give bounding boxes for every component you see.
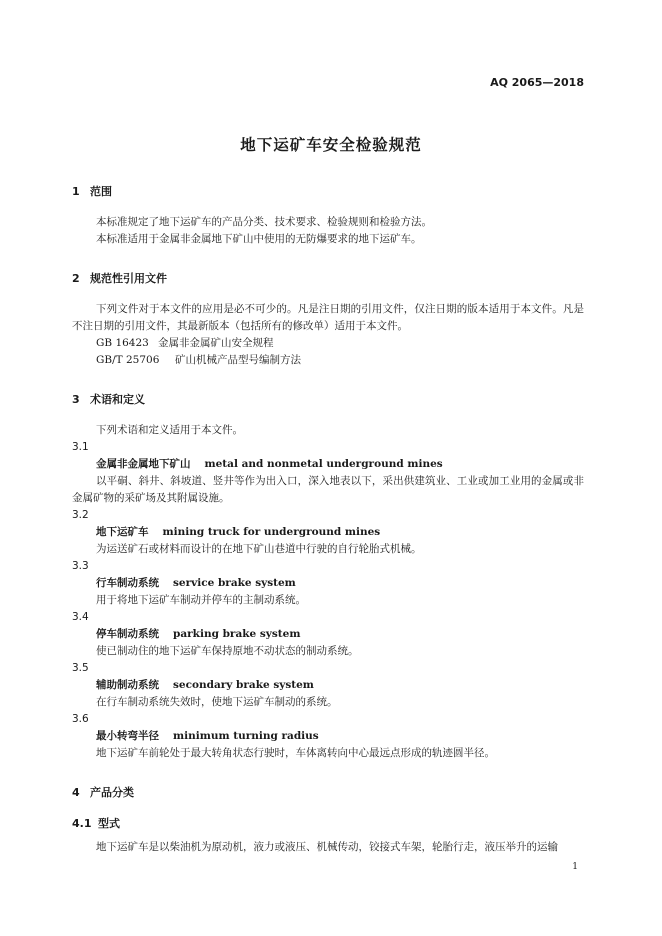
paragraph: 本标准适用于金属非金属地下矿山中使用的无防爆要求的地下运矿车。 (96, 233, 422, 245)
document-title: 地下运矿车安全检验规范 (240, 136, 422, 154)
section-number: 2 (72, 272, 80, 285)
term-en: secondary brake system (173, 679, 314, 691)
paragraph: 地下运矿车是以柴油机为原动机，液力或液压、机械传动，铰接式车架，轮胎行走，液压举升的运输 (96, 841, 558, 853)
reference-title: 矿山机械产品型号编制方法 (175, 354, 301, 366)
term-zh: 停车制动系统 (96, 628, 159, 640)
reference-code: GB/T 25706 (96, 354, 160, 366)
term-zh: 地下运矿车 (96, 526, 149, 538)
term-heading (72, 456, 584, 473)
subsection-title: 型式 (98, 817, 120, 830)
subsection-number: 4.1 (72, 817, 92, 830)
term-zh: 金属非金属地下矿山 (96, 458, 191, 470)
paragraph: 下列术语和定义适用于本文件。 (96, 424, 243, 436)
term-en: service brake system (173, 577, 296, 589)
term-number: 3.6 (72, 713, 89, 725)
section-title: 术语和定义 (90, 393, 145, 406)
term-zh: 辅助制动系统 (96, 679, 159, 691)
term-definition: 地下运矿车前轮处于最大转角状态行驶时，车体离转向中心最远点形成的轨迹圆半径。 (96, 747, 495, 759)
section-number: 4 (72, 786, 80, 799)
term-zh: 最小转弯半径 (96, 730, 159, 742)
paragraph: 本标准规定了地下运矿车的产品分类、技术要求、检验规则和检验方法。 (96, 216, 432, 228)
term-definition: 以平硐、斜井、斜坡道、竖井等作为出入口，深入地表以下，采出供建筑业、工业或加工业用的金属或非金属矿物的采矿场及其附属设施。 (72, 475, 584, 504)
term-number: 3.5 (72, 662, 89, 674)
section-title: 规范性引用文件 (90, 272, 167, 285)
term-en: metal and nonmetal underground mines (204, 458, 443, 470)
term-number: 3.2 (72, 509, 89, 521)
term-number: 3.1 (72, 441, 89, 453)
term-heading (72, 575, 584, 592)
page-number: 1 (572, 862, 578, 872)
term-definition: 在行车制动系统失效时，使地下运矿车制动的系统。 (96, 696, 338, 708)
section-number: 3 (72, 393, 80, 406)
standard-number: AQ 2065—2018 (490, 76, 584, 89)
term-number: 3.3 (72, 560, 89, 572)
term-number: 3.4 (72, 611, 89, 623)
term-definition: 用于将地下运矿车制动并停车的主制动系统。 (96, 594, 306, 606)
term-en: parking brake system (173, 628, 301, 640)
term-definition: 为运送矿石或材料而设计的在地下矿山巷道中行驶的自行轮胎式机械。 (96, 543, 422, 555)
reference-title: 金属非金属矿山安全规程 (158, 337, 274, 349)
normative-reference (72, 352, 584, 369)
term-heading (72, 524, 584, 541)
term-en: mining truck for underground mines (162, 526, 381, 538)
document-body (72, 183, 584, 856)
term-definition: 使已制动住的地下运矿车保持原地不动状态的制动系统。 (96, 645, 359, 657)
term-en: minimum turning radius (173, 730, 319, 742)
section-heading-2 (72, 270, 584, 288)
reference-code: GB 16423 (96, 337, 149, 349)
subsection-heading-4-1 (72, 815, 584, 833)
section-number: 1 (72, 185, 80, 198)
normative-reference (72, 335, 584, 352)
section-title: 产品分类 (90, 786, 134, 799)
term-zh: 行车制动系统 (96, 577, 159, 589)
section-heading-3 (72, 391, 584, 409)
section-heading-4 (72, 784, 584, 802)
section-title: 范围 (90, 185, 112, 198)
paragraph: 下列文件对于本文件的应用是必不可少的。凡是注日期的引用文件，仅注日期的版本适用于本文件。凡是不注日期的引用文件，其最新版本（包括所有的修改单）适用于本文件。 (72, 303, 584, 332)
term-heading (72, 626, 584, 643)
section-heading-1 (72, 183, 584, 201)
term-heading (72, 728, 584, 745)
term-heading (72, 677, 584, 694)
